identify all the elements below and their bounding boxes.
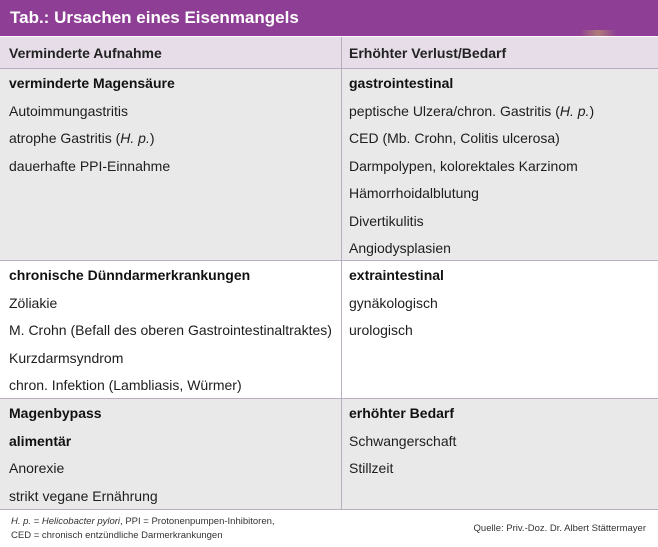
section-heading: verminderte Magensäure [9,75,175,91]
list-item: Zöliakie [9,294,58,311]
section-heading: erhöhter Bedarf [349,405,455,421]
list-item: Darmpolypen, kolorektales Karzinom [349,157,578,174]
list-item: strikt vegane Ernährung [9,487,158,504]
title-accent-decoration [538,30,658,36]
cell-left [9,400,339,510]
list-item: Angiodysplasien [349,240,451,256]
list-item: Anorexie [9,460,65,476]
section-heading: gastrointestinal [349,75,454,91]
list-item: Hämorrhoidalblutung [349,185,479,201]
footnote-line-1: H. p. = Helicobacter pylori, PPI = Protonenpumpen-Inhibitoren, [11,516,275,527]
list-item: Stillzeit [349,460,394,476]
header-erhoehter-verlust: Erhöhter Verlust/Bedarf [349,44,507,61]
cell-right [349,400,654,483]
list-item: atrophe Gastritis (H. p.) [9,130,155,146]
list-item: Divertikulitis [349,212,424,229]
footnote-line-2: CED = chronisch entzündliche Darmerkrankungen [11,529,223,541]
column-divider [341,37,342,510]
cell-right [349,70,654,263]
list-item: Kurzdarmsyndrom [9,349,124,366]
source-credit: Quelle: Priv.-Doz. Dr. Albert Stättermayer [473,523,646,534]
section-heading: chronische Dünndarmerkrankungen [9,267,251,283]
list-item: Autoimmungastritis [9,102,129,119]
cell-right [349,262,654,345]
list-item: M. Crohn (Befall des oberen Gastrointestinaltraktes) [9,322,332,338]
list-item: peptische Ulzera/chron. Gastritis (H. p.) [349,102,595,119]
list-item: dauerhafte PPI-Einnahme [9,157,171,174]
section-heading: extraintestinal [349,267,444,283]
table-title: Tab.: Ursachen eines Eisenmangels [10,8,299,27]
table-header [0,37,658,69]
cell-left [9,262,339,400]
cell-left [9,70,339,180]
section-heading: alimentär [9,432,72,449]
list-item: urologisch [349,322,413,338]
footnote [11,515,275,542]
list-item: chron. Infektion (Lambliasis, Würmer) [9,377,242,393]
table-row [0,399,658,510]
table-row [0,261,658,399]
table-row [0,69,658,261]
list-item: gynäkologisch [349,294,438,311]
list-item: CED (Mb. Crohn, Colitis ulcerosa) [349,130,560,146]
section-heading: Magenbypass [9,405,102,421]
header-verminderte-aufnahme: Verminderte Aufnahme [9,44,162,61]
list-item: Schwangerschaft [349,432,457,449]
